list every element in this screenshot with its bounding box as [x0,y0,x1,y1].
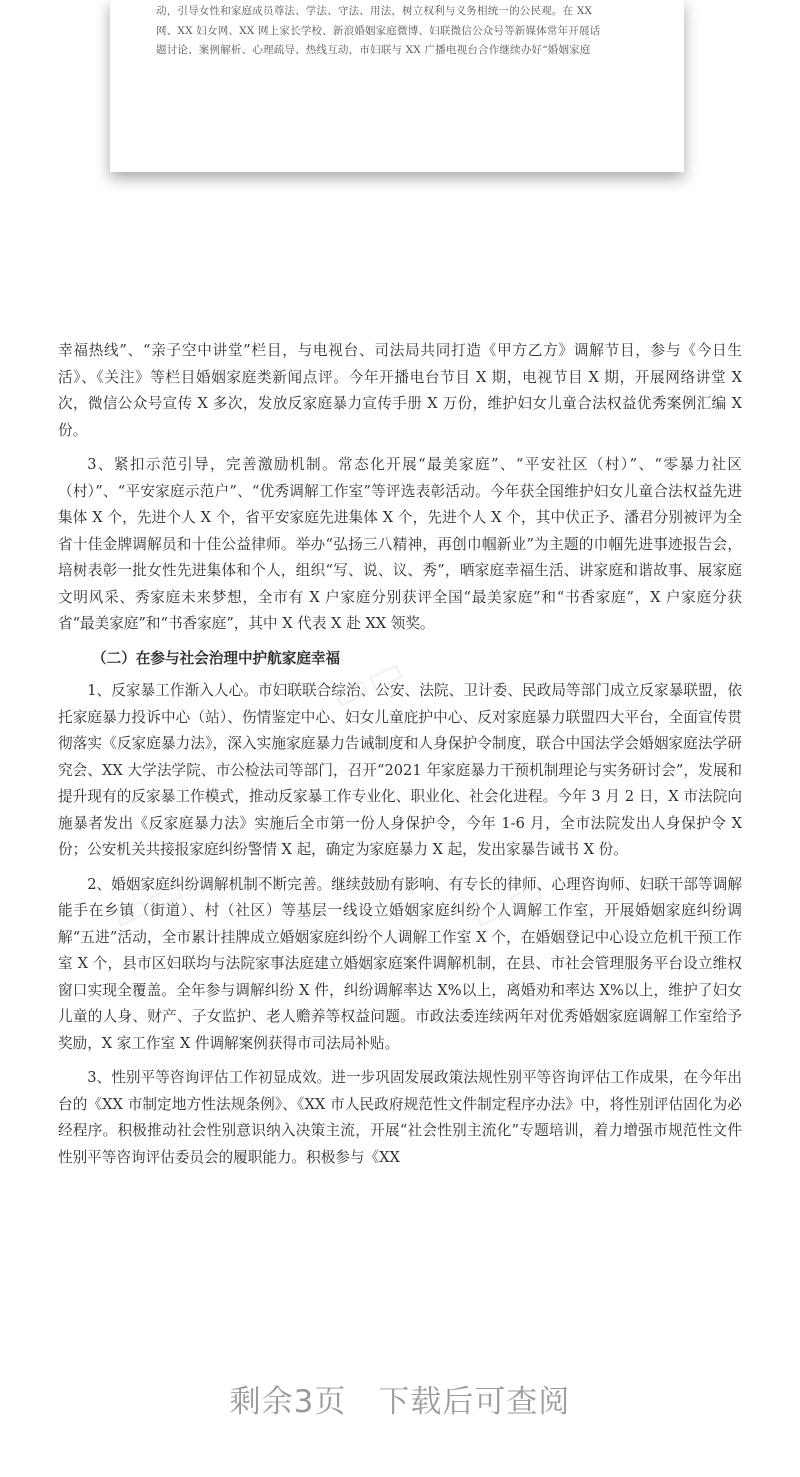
paragraph-2: 3、紧扣示范引导，完善激励机制。常态化开展“最美家庭”、“平安社区（村）”、“零暴力社区（村）”、“平安家庭示范户”、“优秀调解工作室”等评选表彰活动。今年获全国维护妇女儿童合法权益先进集体 X 个，先进个人 X 个，省平安家庭先进集体 X 个，先进个人 X 个，其中伏正予、潘君分别被评为全省十佳金牌调解员和十佳公益律师。举办“弘扬三八精神，再创巾帼新业”为主题的巾帼先进事迹报告会，培树表彰一批女性先进集体和个人，组织“写、说、议、秀”，晒家庭幸福生活、讲家庭和谐故事、展家庭文明风采、秀家庭未来梦想，全市有 X 户家庭分别获评全国“最美家庭”和“书香家庭”，X 户家庭分获省“最美家庭”和“书香家庭”，其中 X 代表 X 赴 XX 领奖。 [58,456,742,632]
paragraph-5: 3、性别平等咨询评估工作初显成效。进一步巩固发展政策法规性别平等咨询评估工作成果，在今年出台的《XX 市制定地方性法规条例》、《XX 市人民政府规范性文件制定程序办法》中，将性别评估固化为必经程序。积极推动社会性别意识纳入决策主流，开展“社会性别主流化”专题培训，着力增强市规范性文件性别平等咨询评估委员会的履职能力。积极参与《XX [58,1069,742,1166]
preview-line-3: 题讨论、案例解析、心理疏导、热线互动，市妇联与 XX 广播电视台合作继续办好“婚姻家庭 [156,44,591,56]
paragraph-3: 1、反家暴工作渐入人心。市妇联联合综治、公安、法院、卫计委、民政局等部门成立反家暴联盟，依托家庭暴力投诉中心（站）、伤情鉴定中心、妇女儿童庇护中心、反对家庭暴力联盟四大平台，全面宣传贯彻落实《反家庭暴力法》，深入实施家庭暴力告诫制度和人身保护令制度，联合中国法学会婚姻家庭法学研究会、XX 大学法学院、市公检法司等部门，召开“2021 年家庭暴力干预机制理论与实务研讨会”，发展和提升现有的反家暴工作模式，推动反家暴工作专业化、职业化、社会化进程。今年 3 月 2 日，X 市法院向施暴者发出《反家庭暴力法》实施后全市第一份人身保护令，今年 1-6 月，全市法院发出人身保护令 X 份；公安机关共接报家庭纠纷警情 X 起，确定为家庭暴力 X 起，发出家暴告诫书 X 份。 [58,682,742,858]
preview-page-text [156,2,644,61]
section-heading: （二）在参与社会治理中护航家庭幸福 [92,649,341,667]
preview-page-card [110,0,684,172]
watermark-1: ▭▭ [323,646,412,720]
download-to-view-label: 下载后可查阅 [378,1384,571,1420]
preview-line-2: 网、XX 妇女网、XX 网上家长学校、新浪婚姻家庭微博、妇联微信公众号等新媒体常年开展话 [156,24,601,37]
paragraph-1: 幸福热线”、“亲子空中讲堂”栏目，与电视台、司法局共同打造《甲方乙方》调解节目，参与《今日生活》、《关注》等栏目婚姻家庭类新闻点评。今年开播电台节目 X 期，电视节目 X 期，开展网络讲堂 X 次，微信公众号宣传 X 多次，发放反家庭暴力宣传手册 X 万份，维护妇女儿童合法权益优秀案例汇编 X 份。 [58,342,742,439]
document-body [58,338,742,1179]
preview-line-1: 动，引导女性和家庭成员尊法、学法、守法、用法，树立权利与义务相统一的公民观。在 XX [156,5,593,17]
watermark-3: ▭▭ [463,866,552,940]
remaining-pages-notice[interactable] [0,1376,800,1421]
paragraph-4: 2、婚姻家庭纠纷调解机制不断完善。继续鼓励有影响、有专长的律师、心理咨询师、妇联干部等调解能手在乡镇（街道）、村（社区）等基层一线设立婚姻家庭纠纷个人调解工作室，开展婚姻家庭纠纷调解“五进”活动，全市累计挂牌成立婚姻家庭纠纷个人调解工作室 X 个，在婚姻登记中心设立危机干预工作室 X 个，县市区妇联均与法院家事法庭建立婚姻家庭案件调解机制，在县、市社会管理服务平台设立维权窗口实现全覆盖。全年参与调解纠纷 X 件，纠纷调解率达 X%以上，离婚劝和率达 X%以上，维护了妇女儿童的人身、财产、子女监护、老人赡养等权益问题。市政法委连续两年对优秀婚姻家庭调解工作室给予奖励，X 家工作室 X 件调解案例获得市司法局补贴。 [58,875,742,1052]
watermark-2: ▭▭ [103,866,192,940]
remaining-pages-label: 剩余3页 [229,1384,347,1420]
